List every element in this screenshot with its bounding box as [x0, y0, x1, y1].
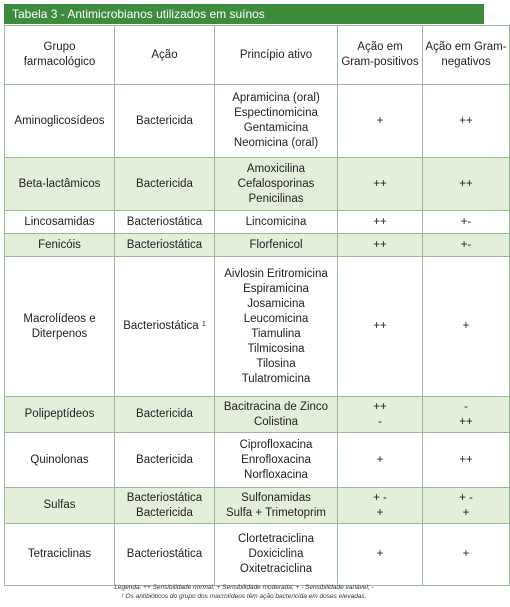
cell-gram-neg [423, 488, 510, 524]
table-row [5, 85, 510, 158]
header-acao: Ação [115, 26, 215, 85]
cell-grupo: Lincosamidas [5, 211, 115, 234]
principio-line: Florfenicol [249, 238, 303, 251]
cell-principio [215, 158, 338, 211]
principio-line: Sulfa + Trimetoprim [225, 506, 327, 519]
principio-line: Tiamulina [251, 327, 301, 340]
cell-gram-pos [338, 158, 423, 211]
header-row [5, 26, 510, 85]
principio-line: Lincomicina [245, 215, 307, 228]
principio-line: Tulatromicina [241, 372, 311, 385]
cell-gram-neg [423, 158, 510, 211]
acao-line: Bacteriostática $^1$ [123, 320, 206, 332]
principio-line: Apramicina (oral) [232, 92, 320, 104]
table-row [5, 488, 510, 524]
antimicrobials-table [4, 25, 510, 586]
cell-acao [115, 257, 215, 397]
cell-acao [115, 158, 215, 211]
cell-principio [215, 488, 338, 524]
table-row [5, 397, 510, 433]
principio-line: Tilmicosina [247, 342, 305, 355]
gram-neg-line: ++ [459, 453, 473, 466]
gram-neg-line: +- [460, 238, 472, 251]
header-principio: Princípio ativo [215, 26, 338, 85]
principio-line: Sulfonamidas [241, 491, 311, 504]
acao-line: Bactericida [136, 408, 193, 420]
principio-line: Colistina [253, 415, 299, 428]
gram-neg-line: + - [459, 491, 473, 504]
acao-line: Bactericida [136, 506, 193, 519]
cell-grupo: Polipeptídeos [5, 397, 115, 433]
principio-line: Espiramicina [243, 282, 309, 295]
principio-line: Gentamicina [243, 122, 309, 134]
table-row [5, 257, 510, 397]
cell-principio [215, 211, 338, 234]
principio-line: Bacitracina de Zinco [223, 400, 329, 413]
footnote-marker: 1 [201, 321, 206, 328]
gram-neg-line: + [462, 320, 470, 332]
legend [0, 583, 488, 601]
cell-grupo: Aminoglicosídeos [5, 85, 115, 158]
gram-pos-line: ++ [373, 400, 387, 413]
principio-line: Leucomicina [243, 312, 309, 325]
cell-gram-neg [423, 524, 510, 586]
cell-gram-pos [338, 488, 423, 524]
cell-acao [115, 85, 215, 158]
table-title: Tabela 3 - Antimicrobianos utilizados em suínos [4, 4, 484, 24]
cell-gram-pos [338, 433, 423, 488]
cell-gram-neg [423, 85, 510, 158]
cell-principio [215, 257, 338, 397]
gram-neg-line: ++ [459, 114, 473, 127]
cell-gram-neg [423, 433, 510, 488]
principio-line: Oxitetraciclina [239, 563, 313, 575]
gram-neg-line: ++ [459, 415, 473, 428]
gram-neg-line: ++ [459, 177, 473, 190]
principio-line: Doxiciclina [248, 548, 304, 560]
acao-line: Bactericida [136, 453, 193, 466]
table-body [5, 85, 510, 586]
principio-line: Enrofloxacina [241, 453, 311, 466]
acao-line: Bacteriostática [126, 238, 203, 251]
cell-gram-pos [338, 85, 423, 158]
gram-pos-line: + [376, 548, 384, 560]
table-row [5, 234, 510, 257]
gram-pos-line: - [378, 415, 382, 428]
principio-line: Cefalosporinas [237, 177, 315, 190]
cell-principio [215, 234, 338, 257]
table-row [5, 158, 510, 211]
cell-acao [115, 397, 215, 433]
cell-acao [115, 433, 215, 488]
cell-principio [215, 397, 338, 433]
header-gram-pos: Ação em Gram-positivos [338, 26, 423, 85]
gram-pos-line: + [376, 453, 384, 466]
gram-neg-line: - [464, 400, 468, 413]
cell-gram-neg [423, 234, 510, 257]
cell-gram-pos [338, 524, 423, 586]
principio-line: Josamicina [247, 297, 305, 310]
cell-grupo: Quinolonas [5, 433, 115, 488]
principio-line: Ciprofloxacina [239, 438, 313, 451]
cell-acao [115, 488, 215, 524]
cell-grupo: Tetraciclinas [5, 524, 115, 586]
gram-pos-line: ++ [373, 177, 387, 190]
acao-line: Bacteriostática [126, 548, 203, 560]
cell-principio [215, 85, 338, 158]
cell-principio [215, 433, 338, 488]
gram-pos-line: + [376, 114, 384, 127]
legend-line-1: Legenda: ++ Sensibilidade normal; + Sensibilidade moderada; + - Sensibilidade variável; - [114, 584, 374, 591]
table-row [5, 211, 510, 234]
gram-neg-line: + [462, 548, 470, 560]
header-grupo: Grupo farmacológico [5, 26, 115, 85]
cell-grupo: Macrolídeos e Diterpenos [5, 257, 115, 397]
cell-gram-neg [423, 257, 510, 397]
principio-line: Neomicina (oral) [233, 137, 319, 149]
gram-pos-line: + [376, 506, 384, 519]
cell-grupo: Fenicóis [5, 234, 115, 257]
gram-neg-line: +- [460, 215, 472, 228]
gram-pos-line: ++ [373, 215, 387, 228]
cell-gram-pos [338, 211, 423, 234]
cell-acao [115, 524, 215, 586]
table-row [5, 433, 510, 488]
cell-gram-pos [338, 257, 423, 397]
principio-line: Espectinomicina [234, 107, 318, 119]
principio-line: Penicilinas [248, 192, 304, 205]
cell-gram-neg [423, 211, 510, 234]
cell-acao [115, 211, 215, 234]
legend-line-2: ¹ Os antibióticos do grupo dos macrolídeos têm ação bactericida em doses elevadas. [121, 593, 367, 600]
principio-line: Tilosina [256, 357, 296, 370]
acao-line: Bactericida [136, 177, 193, 190]
principio-line: Aivlosin Eritromicina [224, 267, 328, 280]
cell-acao [115, 234, 215, 257]
cell-gram-pos [338, 234, 423, 257]
header-gram-neg: Ação em Gram-negativos [423, 26, 510, 85]
principio-line: Norfloxacina [244, 468, 308, 481]
cell-principio [215, 524, 338, 586]
table-row [5, 524, 510, 586]
gram-pos-line: + - [373, 491, 387, 504]
cell-gram-neg [423, 397, 510, 433]
acao-line: Bacteriostática [126, 491, 203, 504]
acao-line: Bactericida [136, 114, 193, 127]
cell-grupo: Beta-lactâmicos [5, 158, 115, 211]
acao-line: Bacteriostática [126, 215, 203, 228]
principio-line: Amoxicilina [246, 162, 306, 175]
cell-gram-pos [338, 397, 423, 433]
gram-pos-line: ++ [373, 238, 387, 251]
cell-grupo: Sulfas [5, 488, 115, 524]
gram-neg-line: + [462, 506, 470, 519]
principio-line: Clortetraciclina [237, 533, 315, 545]
gram-pos-line: ++ [373, 320, 387, 332]
